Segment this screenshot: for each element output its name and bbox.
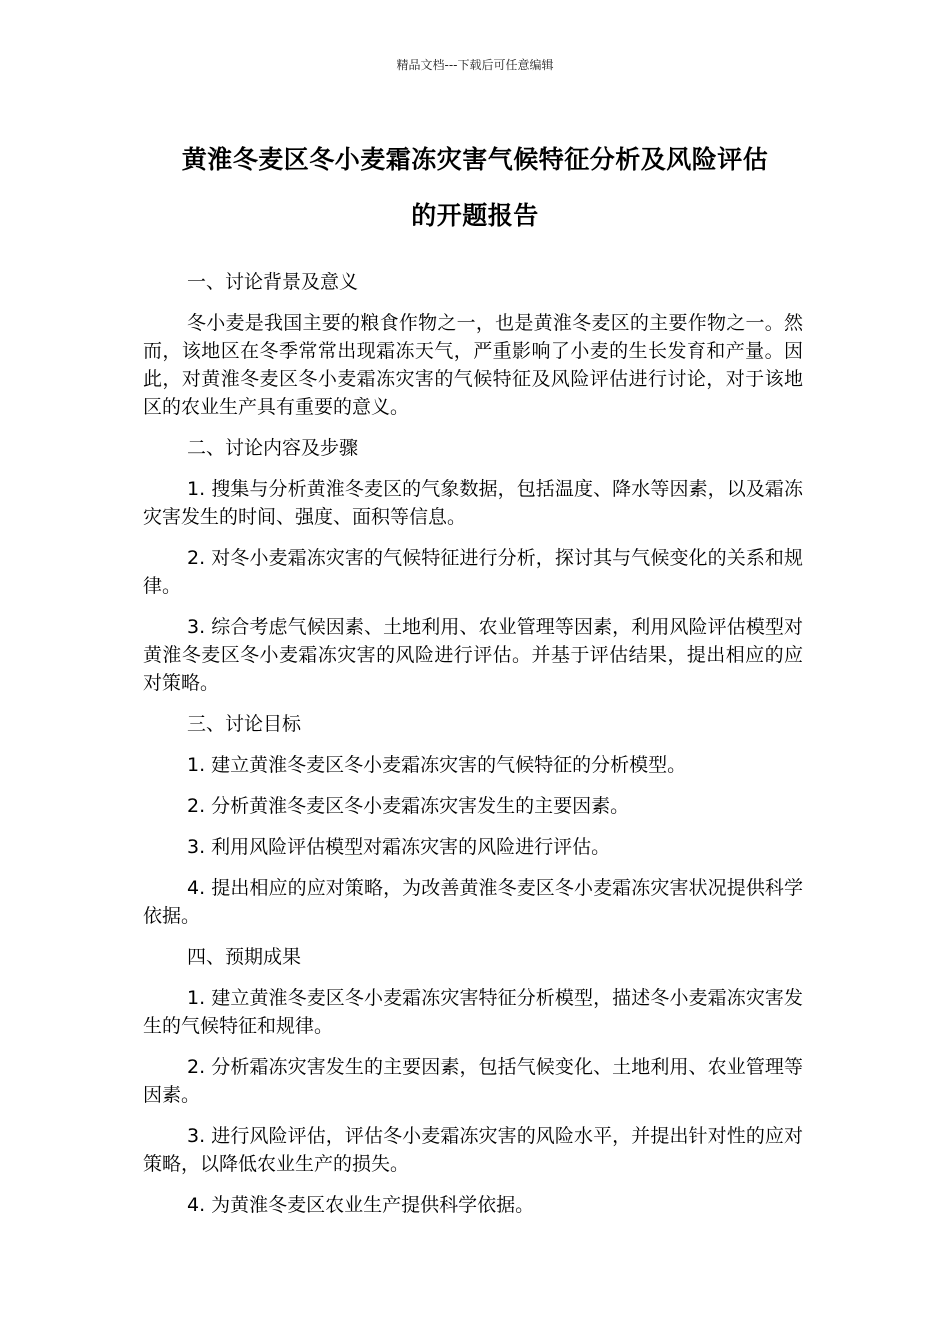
paragraph-background: 冬小麦是我国主要的粮食作物之一，也是黄淮冬麦区的主要作物之一。然而，该地区在冬季常常出现霜冻天气，严重影响了小麦的生长发育和产量。因此，对黄淮冬麦区冬小麦霜冻灾害的气候特征及风险评估进行讨论，对于该地区的农业生产具有重要的意义。	[143, 312, 803, 418]
section-heading-background: 一、讨论背景及意义	[187, 271, 359, 293]
section-heading-content: 二、讨论内容及步骤	[187, 437, 359, 459]
header-note: 精品文档---下载后可任意编辑	[396, 58, 554, 72]
section-heading-outcomes: 四、预期成果	[187, 946, 302, 968]
goal-item-2: 2. 分析黄淮冬麦区冬小麦霜冻灾害发生的主要因素。	[187, 795, 630, 817]
document-title	[130, 132, 820, 244]
goal-item-3: 3. 利用风险评估模型对霜冻灾害的风险进行评估。	[187, 836, 611, 858]
content-item-1: 1. 搜集与分析黄淮冬麦区的气象数据，包括温度、降水等因素，以及霜冻灾害发生的时间、强度、面积等信息。	[143, 478, 803, 528]
document-body	[143, 268, 803, 1232]
goal-item-1: 1. 建立黄淮冬麦区冬小麦霜冻灾害的气候特征的分析模型。	[187, 754, 687, 776]
outcome-item-2: 2. 分析霜冻灾害发生的主要因素，包括气候变化、土地利用、农业管理等因素。	[143, 1056, 803, 1106]
title-line-1: 黄淮冬麦区冬小麦霜冻灾害气候特征分析及风险评估	[181, 145, 769, 174]
content-item-2: 2. 对冬小麦霜冻灾害的气候特征进行分析，探讨其与气候变化的关系和规律。	[143, 547, 803, 597]
content-item-3: 3. 综合考虑气候因素、土地利用、农业管理等因素，利用风险评估模型对黄淮冬麦区冬小麦霜冻灾害的风险进行评估。并基于评估结果，提出相应的应对策略。	[143, 616, 803, 694]
section-heading-goals: 三、讨论目标	[187, 713, 302, 735]
outcome-item-1: 1. 建立黄淮冬麦区冬小麦霜冻灾害特征分析模型，描述冬小麦霜冻灾害发生的气候特征和规律。	[143, 987, 803, 1037]
outcome-item-4: 4. 为黄淮冬麦区农业生产提供科学依据。	[187, 1194, 535, 1216]
outcome-item-3: 3. 进行风险评估，评估冬小麦霜冻灾害的风险水平，并提出针对性的应对策略，以降低农业生产的损失。	[143, 1125, 803, 1175]
title-line-2: 的开题报告	[411, 201, 539, 230]
goal-item-4: 4. 提出相应的应对策略，为改善黄淮冬麦区冬小麦霜冻灾害状况提供科学依据。	[143, 877, 803, 927]
